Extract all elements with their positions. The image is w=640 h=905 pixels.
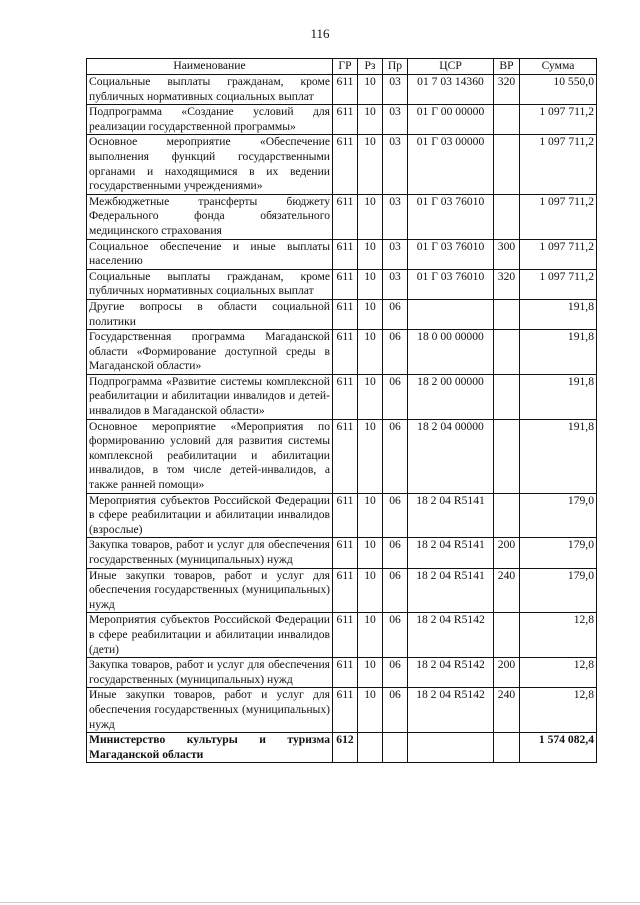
cell-rz: 10 (358, 269, 383, 299)
cell-sum: 1 097 711,2 (520, 135, 597, 194)
cell-sum: 12,8 (520, 688, 597, 733)
cell-gr: 611 (333, 239, 358, 269)
cell-gr: 611 (333, 269, 358, 299)
cell-vr: 320 (494, 75, 520, 105)
cell-vr: 300 (494, 239, 520, 269)
cell-gr: 611 (333, 374, 358, 419)
cell-vr (494, 105, 520, 135)
table-body (87, 75, 597, 763)
table-row (87, 658, 597, 688)
cell-name: Закупка товаров, работ и услуг для обеспечения государственных (муниципальных) нужд (87, 538, 333, 568)
cell-rz: 10 (358, 493, 383, 538)
table-header-row (87, 59, 597, 75)
cell-pr: 06 (383, 299, 408, 329)
cell-name: Подпрограмма «Создание условий для реализации государственной программы» (87, 105, 333, 135)
cell-pr: 06 (383, 658, 408, 688)
cell-sum: 191,8 (520, 374, 597, 419)
cell-pr: 06 (383, 568, 408, 613)
cell-sum: 179,0 (520, 568, 597, 613)
page-bottom-edge (0, 902, 640, 903)
table-row (87, 688, 597, 733)
cell-sum: 191,8 (520, 299, 597, 329)
cell-name: Мероприятия субъектов Российской Федерации в сфере реабилитации и абилитации инвалидов (взрослые) (87, 493, 333, 538)
cell-rz: 10 (358, 135, 383, 194)
cell-csr (408, 299, 494, 329)
cell-pr: 06 (383, 330, 408, 375)
cell-rz: 10 (358, 613, 383, 658)
budget-table (86, 58, 597, 763)
table-row (87, 239, 597, 269)
header-vr: ВР (494, 59, 520, 75)
table-row (87, 269, 597, 299)
cell-gr: 611 (333, 194, 358, 239)
cell-gr: 611 (333, 688, 358, 733)
cell-name: Социальное обеспечение и иные выплаты населению (87, 239, 333, 269)
cell-name: Иные закупки товаров, работ и услуг для обеспечения государственных (муниципальных) нужд (87, 688, 333, 733)
cell-csr: 18 2 04 R5142 (408, 613, 494, 658)
cell-pr: 03 (383, 269, 408, 299)
cell-sum: 191,8 (520, 330, 597, 375)
cell-vr: 240 (494, 688, 520, 733)
cell-rz: 10 (358, 688, 383, 733)
header-pr: Пр (383, 59, 408, 75)
cell-vr (494, 194, 520, 239)
cell-sum: 179,0 (520, 493, 597, 538)
cell-name: Социальные выплаты гражданам, кроме публичных нормативных социальных выплат (87, 75, 333, 105)
cell-gr: 611 (333, 330, 358, 375)
cell-vr (494, 733, 520, 763)
header-gr: ГР (333, 59, 358, 75)
cell-vr: 200 (494, 658, 520, 688)
cell-name: Другие вопросы в области социальной политики (87, 299, 333, 329)
cell-vr (494, 135, 520, 194)
cell-csr: 01 Г 03 76010 (408, 239, 494, 269)
cell-vr (494, 374, 520, 419)
cell-gr: 611 (333, 568, 358, 613)
cell-gr: 611 (333, 538, 358, 568)
cell-gr: 611 (333, 613, 358, 658)
cell-pr: 03 (383, 105, 408, 135)
table-row (87, 135, 597, 194)
cell-name: Закупка товаров, работ и услуг для обеспечения государственных (муниципальных) нужд (87, 658, 333, 688)
cell-name: Иные закупки товаров, работ и услуг для обеспечения государственных (муниципальных) нужд (87, 568, 333, 613)
cell-sum: 1 097 711,2 (520, 194, 597, 239)
cell-gr: 612 (333, 733, 358, 763)
cell-name: Основное мероприятие «Мероприятия по формированию условий для развития системы комплексной реабилитации и абилитации инвалидов, в том числе детей-инвалидов, а также ранней помощи» (87, 419, 333, 493)
cell-gr: 611 (333, 299, 358, 329)
cell-csr: 18 0 00 00000 (408, 330, 494, 375)
cell-name: Мероприятия субъектов Российской Федерации в сфере реабилитации и абилитации инвалидов (дети) (87, 613, 333, 658)
cell-pr: 06 (383, 688, 408, 733)
cell-sum: 1 097 711,2 (520, 105, 597, 135)
cell-pr: 03 (383, 194, 408, 239)
cell-rz: 10 (358, 374, 383, 419)
cell-pr: 06 (383, 493, 408, 538)
cell-csr: 18 2 04 R5141 (408, 568, 494, 613)
cell-csr: 01 7 03 14360 (408, 75, 494, 105)
cell-vr: 240 (494, 568, 520, 613)
table-row (87, 493, 597, 538)
cell-sum: 1 097 711,2 (520, 239, 597, 269)
cell-rz: 10 (358, 538, 383, 568)
cell-pr: 03 (383, 239, 408, 269)
cell-sum: 12,8 (520, 658, 597, 688)
table-row (87, 374, 597, 419)
cell-name: Социальные выплаты гражданам, кроме публичных нормативных социальных выплат (87, 269, 333, 299)
cell-rz: 10 (358, 75, 383, 105)
header-csr: ЦСР (408, 59, 494, 75)
cell-rz: 10 (358, 105, 383, 135)
cell-csr: 18 2 04 R5141 (408, 493, 494, 538)
cell-name: Подпрограмма «Развитие системы комплексной реабилитации и абилитации инвалидов и детей-инвалидов в Магаданской области» (87, 374, 333, 419)
page-number: 116 (310, 26, 330, 41)
cell-sum: 12,8 (520, 613, 597, 658)
cell-gr: 611 (333, 105, 358, 135)
cell-gr: 611 (333, 135, 358, 194)
table-row (87, 613, 597, 658)
cell-csr: 01 Г 03 76010 (408, 269, 494, 299)
cell-name: Межбюджетные трансферты бюджету Федерального фонда обязательного медицинского страхования (87, 194, 333, 239)
cell-sum: 1 574 082,4 (520, 733, 597, 763)
header-sum: Сумма (520, 59, 597, 75)
cell-csr: 18 2 04 00000 (408, 419, 494, 493)
cell-vr (494, 330, 520, 375)
cell-gr: 611 (333, 419, 358, 493)
cell-rz: 10 (358, 194, 383, 239)
cell-csr: 18 2 04 R5142 (408, 688, 494, 733)
cell-name: Министерство культуры и туризма Магаданской области (87, 733, 333, 763)
cell-sum: 191,8 (520, 419, 597, 493)
cell-csr: 18 2 04 R5141 (408, 538, 494, 568)
cell-rz: 10 (358, 658, 383, 688)
cell-sum: 10 550,0 (520, 75, 597, 105)
cell-rz (358, 733, 383, 763)
table-row (87, 299, 597, 329)
cell-pr (383, 733, 408, 763)
cell-vr (494, 493, 520, 538)
cell-csr: 18 2 00 00000 (408, 374, 494, 419)
cell-csr: 01 Г 03 00000 (408, 135, 494, 194)
cell-name: Основное мероприятие «Обеспечение выполнения функций государственными органами и находящимися в их ведении государственными учреждениями» (87, 135, 333, 194)
cell-pr: 06 (383, 419, 408, 493)
cell-csr (408, 733, 494, 763)
cell-sum: 179,0 (520, 538, 597, 568)
cell-gr: 611 (333, 658, 358, 688)
cell-gr: 611 (333, 75, 358, 105)
cell-vr: 320 (494, 269, 520, 299)
cell-vr (494, 419, 520, 493)
cell-rz: 10 (358, 419, 383, 493)
table-row (87, 419, 597, 493)
cell-gr: 611 (333, 493, 358, 538)
cell-pr: 03 (383, 75, 408, 105)
cell-vr: 200 (494, 538, 520, 568)
cell-sum: 1 097 711,2 (520, 269, 597, 299)
table-row (87, 105, 597, 135)
header-name: Наименование (87, 59, 333, 75)
table-row (87, 733, 597, 763)
cell-pr: 06 (383, 613, 408, 658)
table-row (87, 568, 597, 613)
cell-pr: 03 (383, 135, 408, 194)
cell-rz: 10 (358, 299, 383, 329)
cell-csr: 01 Г 03 76010 (408, 194, 494, 239)
cell-rz: 10 (358, 568, 383, 613)
cell-rz: 10 (358, 330, 383, 375)
header-rz: Рз (358, 59, 383, 75)
cell-vr (494, 299, 520, 329)
cell-csr: 01 Г 00 00000 (408, 105, 494, 135)
cell-csr: 18 2 04 R5142 (408, 658, 494, 688)
cell-pr: 06 (383, 538, 408, 568)
cell-name: Государственная программа Магаданской области «Формирование доступной среды в Магаданской области» (87, 330, 333, 375)
table-row (87, 538, 597, 568)
cell-rz: 10 (358, 239, 383, 269)
table-row (87, 194, 597, 239)
table-row (87, 75, 597, 105)
cell-pr: 06 (383, 374, 408, 419)
cell-vr (494, 613, 520, 658)
table-row (87, 330, 597, 375)
